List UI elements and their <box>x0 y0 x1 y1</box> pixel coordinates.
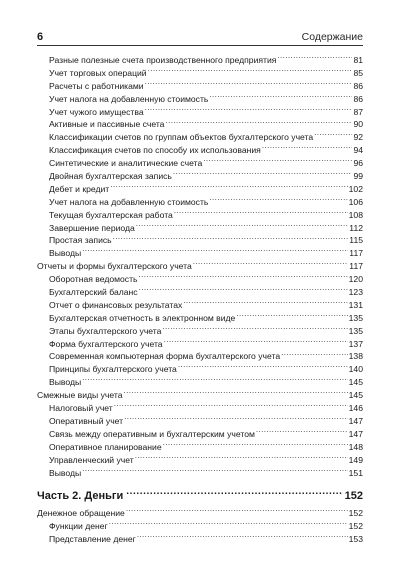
toc-chapter-entry[interactable] <box>37 506 363 519</box>
toc-section-entry[interactable] <box>37 414 363 427</box>
toc-leader-dots <box>314 130 352 140</box>
toc-entry-page: 94 <box>353 145 363 156</box>
toc-section-entry[interactable] <box>37 519 363 532</box>
toc-entry-title: Форма бухгалтерского учета <box>49 338 163 349</box>
toc-leader-dots <box>139 272 348 282</box>
toc-entry-title: Управленческий учет <box>49 454 134 465</box>
toc-leader-dots <box>82 375 347 385</box>
toc-entry-title: Связь между оперативным и бухгалтерским учетом <box>49 428 255 439</box>
toc-entry-page: 115 <box>349 235 363 246</box>
toc-leader-dots <box>113 233 349 243</box>
toc-entry-page: 147 <box>348 428 363 439</box>
toc-section-entry[interactable] <box>37 311 363 324</box>
toc-entry-page: 152 <box>348 521 363 532</box>
toc-entry-page: 152 <box>348 508 363 519</box>
toc-leader-dots <box>124 414 348 424</box>
toc-entry-title: Принципы бухгалтерского учета <box>49 364 177 375</box>
toc-leader-dots <box>139 285 348 295</box>
page-number: 6 <box>37 31 44 43</box>
toc-section-entry[interactable] <box>37 233 363 246</box>
toc-leader-dots <box>145 105 353 115</box>
toc-entry-page: 135 <box>348 312 363 323</box>
toc-entry-page: 117 <box>349 248 363 259</box>
toc-leader-dots <box>174 208 348 218</box>
toc-leader-dots <box>236 311 347 321</box>
toc-group-part-1 <box>37 53 363 478</box>
toc-part-heading[interactable] <box>37 487 363 501</box>
toc-leader-dots <box>109 519 348 529</box>
toc-entry-page: 90 <box>353 119 363 130</box>
toc-leader-dots <box>262 143 353 153</box>
toc-section-entry[interactable] <box>37 427 363 440</box>
table-of-contents <box>37 53 363 545</box>
toc-leader-dots <box>209 195 347 205</box>
toc-section-entry[interactable] <box>37 92 363 105</box>
toc-entry-title: Смежные виды учета <box>37 390 123 401</box>
toc-entry-title: Расчеты с работниками <box>49 80 144 91</box>
toc-entry-title: Разные полезные счета производственного предприятия <box>49 55 277 65</box>
toc-spacer <box>37 478 363 487</box>
toc-entry-title: Классификации счетов по группам объектов бухгалтерского учета <box>49 132 314 143</box>
toc-section-entry[interactable] <box>37 169 363 182</box>
toc-entry-title: Учет чужого имущества <box>49 106 144 117</box>
toc-leader-dots <box>82 246 348 256</box>
toc-leader-dots <box>123 388 347 398</box>
toc-entry-title: Выводы <box>49 248 82 259</box>
toc-entry-title: Активные и пассивные счета <box>49 119 165 130</box>
toc-entry-page: 85 <box>353 67 363 78</box>
toc-entry-page: 153 <box>348 534 363 545</box>
toc-section-entry[interactable] <box>37 375 363 388</box>
toc-section-entry[interactable] <box>37 156 363 169</box>
toc-leader-dots <box>173 169 353 179</box>
toc-section-entry[interactable] <box>37 246 363 259</box>
toc-section-entry[interactable] <box>37 221 363 234</box>
toc-leader-dots <box>162 324 347 334</box>
toc-entry-page: 96 <box>353 158 363 169</box>
toc-section-entry[interactable] <box>37 532 363 545</box>
toc-leader-dots <box>256 427 348 437</box>
toc-entry-title: Денежное обращение <box>37 508 125 519</box>
toc-section-entry[interactable] <box>37 66 363 79</box>
toc-entry-title: Классификация счетов по способу их использования <box>49 145 261 156</box>
toc-section-entry[interactable] <box>37 440 363 453</box>
toc-section-entry[interactable] <box>37 272 363 285</box>
toc-leader-dots <box>136 221 349 231</box>
toc-section-entry[interactable] <box>37 349 363 362</box>
toc-leader-dots <box>281 349 348 359</box>
toc-section-entry[interactable] <box>37 53 363 66</box>
toc-chapter-entry[interactable] <box>37 259 363 272</box>
toc-section-entry[interactable] <box>37 117 363 130</box>
toc-entry-title: Этапы бухгалтерского учета <box>49 325 162 336</box>
toc-entry-page: 148 <box>348 441 363 452</box>
toc-leader-dots <box>163 440 348 450</box>
toc-entry-title: Учет торговых операций <box>49 67 147 78</box>
toc-leader-dots <box>126 487 341 499</box>
toc-leader-dots <box>165 117 352 127</box>
toc-entry-page: 108 <box>348 209 363 220</box>
toc-entry-title: Учет налога на добавленную стоимость <box>49 196 209 207</box>
toc-section-entry[interactable] <box>37 182 363 195</box>
toc-leader-dots <box>178 362 348 372</box>
toc-entry-title: Учет налога на добавленную стоимость <box>49 93 209 104</box>
toc-section-entry[interactable] <box>37 324 363 337</box>
toc-entry-title: Функции денег <box>49 521 108 532</box>
toc-entry-title: Бухгалтерский баланс <box>49 287 138 298</box>
toc-leader-dots <box>148 66 353 76</box>
toc-entry-page: 123 <box>348 287 363 298</box>
toc-entry-page: 99 <box>353 171 363 182</box>
toc-section-entry[interactable] <box>37 453 363 466</box>
toc-leader-dots <box>203 156 352 166</box>
toc-leader-dots <box>183 298 347 308</box>
toc-entry-title: Современная компьютерная форма бухгалтерского учета <box>49 351 281 362</box>
toc-section-entry[interactable] <box>37 208 363 221</box>
toc-leader-dots <box>209 92 352 102</box>
toc-leader-dots <box>193 259 349 269</box>
page-header <box>37 29 363 43</box>
toc-leader-dots <box>164 337 348 347</box>
toc-entry-page: 81 <box>353 55 363 65</box>
toc-entry-title: Оборотная ведомость <box>49 274 138 285</box>
toc-entry-page: 86 <box>353 93 363 104</box>
toc-leader-dots <box>82 466 347 476</box>
toc-section-entry[interactable] <box>37 79 363 92</box>
toc-entry-title: Завершение периода <box>49 222 135 233</box>
toc-part-title: Часть 2. Деньги <box>37 490 124 503</box>
toc-entry-page: 145 <box>348 377 363 388</box>
toc-entry-page: 87 <box>353 106 363 117</box>
toc-leader-dots <box>145 79 353 89</box>
toc-entry-title: Двойная бухгалтерская запись <box>49 171 172 182</box>
toc-section-entry[interactable] <box>37 298 363 311</box>
toc-section-entry[interactable] <box>37 362 363 375</box>
toc-leader-dots <box>126 506 348 516</box>
toc-entry-page: 92 <box>353 132 363 143</box>
toc-entry-title: Выводы <box>49 467 82 478</box>
toc-entry-page: 149 <box>348 454 363 465</box>
toc-section-entry[interactable] <box>37 285 363 298</box>
toc-leader-dots <box>135 453 348 463</box>
toc-entry-page: 137 <box>348 338 363 349</box>
toc-section-entry[interactable] <box>37 466 363 479</box>
toc-leader-dots <box>110 182 347 192</box>
toc-entry-title: Представление денег <box>49 534 136 545</box>
toc-entry-page: 138 <box>348 351 363 362</box>
toc-section-entry[interactable] <box>37 195 363 208</box>
toc-entry-title: Бухгалтерская отчетность в электронном виде <box>49 312 236 323</box>
toc-entry-title: Дебет и кредит <box>49 183 110 194</box>
toc-entry-page: 131 <box>348 299 363 310</box>
header-rule <box>37 45 363 46</box>
toc-entry-page: 112 <box>349 222 363 233</box>
toc-section-entry[interactable] <box>37 337 363 350</box>
toc-entry-page: 102 <box>348 183 363 194</box>
toc-entry-page: 147 <box>348 415 363 426</box>
toc-entry-title: Отчет о финансовых результатах <box>49 299 183 310</box>
toc-entry-title: Оперативный учет <box>49 415 124 426</box>
toc-entry-page: 106 <box>348 196 363 207</box>
toc-entry-title: Оперативное планирование <box>49 441 162 452</box>
toc-leader-dots <box>137 532 348 542</box>
toc-entry-page: 135 <box>348 325 363 336</box>
toc-group-part-2 <box>37 506 363 545</box>
toc-entry-page: 120 <box>348 274 363 285</box>
toc-entry-page: 151 <box>348 467 363 478</box>
toc-chapter-entry[interactable] <box>37 388 363 401</box>
toc-entry-title: Налоговый учет <box>49 403 113 414</box>
toc-entry-page: 146 <box>348 403 363 414</box>
toc-entry-page: 145 <box>348 390 363 401</box>
toc-entry-title: Текущая бухгалтерская работа <box>49 209 173 220</box>
toc-section-entry[interactable] <box>37 143 363 156</box>
toc-section-entry[interactable] <box>37 401 363 414</box>
toc-entry-page: 86 <box>353 80 363 91</box>
toc-entry-title: Простая запись <box>49 235 112 246</box>
toc-entry-title: Отчеты и формы бухгалтерского учета <box>37 261 192 272</box>
toc-leader-dots <box>114 401 348 411</box>
running-head-title: Содержание <box>301 31 363 43</box>
toc-entry-title: Выводы <box>49 377 82 388</box>
toc-part-page: 152 <box>344 490 363 503</box>
toc-section-entry[interactable] <box>37 130 363 143</box>
toc-section-entry[interactable] <box>37 105 363 118</box>
toc-entry-title: Синтетические и аналитические счета <box>49 158 203 169</box>
toc-entry-page: 117 <box>349 261 363 272</box>
toc-leader-dots <box>277 53 352 63</box>
toc-entry-page: 140 <box>348 364 363 375</box>
